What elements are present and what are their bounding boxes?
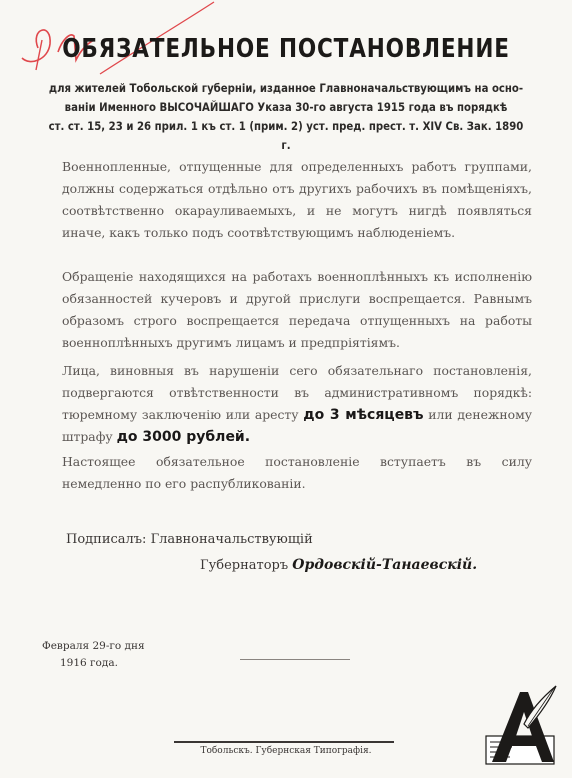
- signature-governor: [200, 557, 477, 573]
- paragraph-2: Обращеніе находящихся на работахъ военноплѣнныхъ къ исполненію обязанностей кучеровъ и другой прислуги воспрещается. Равнымъ образомъ строго воспрещается передача отпущенныхъ на работы военноплѣнныхъ другимъ лицамъ и предпріятіямъ.: [62, 269, 532, 350]
- document-subtitle: [47, 79, 525, 155]
- subtitle-line: ваніи Именного ВЫСОЧАЙШАГО Указа 30-го августа 1915 года въ порядкѣ: [64, 100, 508, 114]
- printer-imprint: Тобольскъ. Губернская Типографія.: [200, 746, 372, 756]
- divider: [240, 659, 350, 660]
- paragraph-3-text: Лица, виновныя въ нарушеніи сего обязательнаго постановленія, подвергаются отвѣтственности въ административномъ порядкѣ: тюремному заключенію или аресту: [62, 363, 532, 422]
- document-title: ОБЯЗАТЕЛЬНОЕ ПОСТАНОВЛЕНИЕ: [62, 34, 510, 64]
- signature-role: Губернаторъ: [200, 558, 289, 573]
- penalty-fine: до 3000 рублей.: [116, 429, 251, 445]
- penalty-term: до 3 мѣсяцевъ: [303, 407, 424, 423]
- signature-name: Ордовскій-Танаевскій.: [292, 557, 478, 573]
- paragraph-1: Военнопленные, отпущенные для определенныхъ работъ группами, должны содержаться отдѣльно отъ другихъ рабочихъ въ помѣщеніяхъ, соотвѣтственно окарауливаемыхъ, и не могутъ нигдѣ появляться иначе, какъ только подъ соотвѣтствующимъ наблюденіемъ.: [62, 159, 532, 240]
- paragraph-4: Настоящее обязательное постановленіе вступаетъ въ силу немедленно по его распубликованіи.: [62, 454, 532, 491]
- paragraph-3-text: или денежному штрафу: [62, 407, 532, 444]
- signature-line: Подписалъ: Главноначальствующій: [66, 532, 313, 547]
- document-date: Февраля 29-го дня: [42, 640, 145, 652]
- subtitle-line: ст. ст. 15, 23 и 26 прил. 1 къ ст. 1 (прим. 2) уст. пред. прест. т. XIV Св. Зак. 1890 г.: [48, 119, 524, 152]
- document-year: 1916 года.: [60, 657, 118, 669]
- subtitle-line: для жителей Тобольской губерніи, изданное Главноначальствующимъ на осно-: [48, 81, 524, 95]
- divider: [174, 741, 394, 743]
- paragraph-3: [62, 360, 532, 448]
- quill-letter-a-logo-icon: [484, 684, 558, 766]
